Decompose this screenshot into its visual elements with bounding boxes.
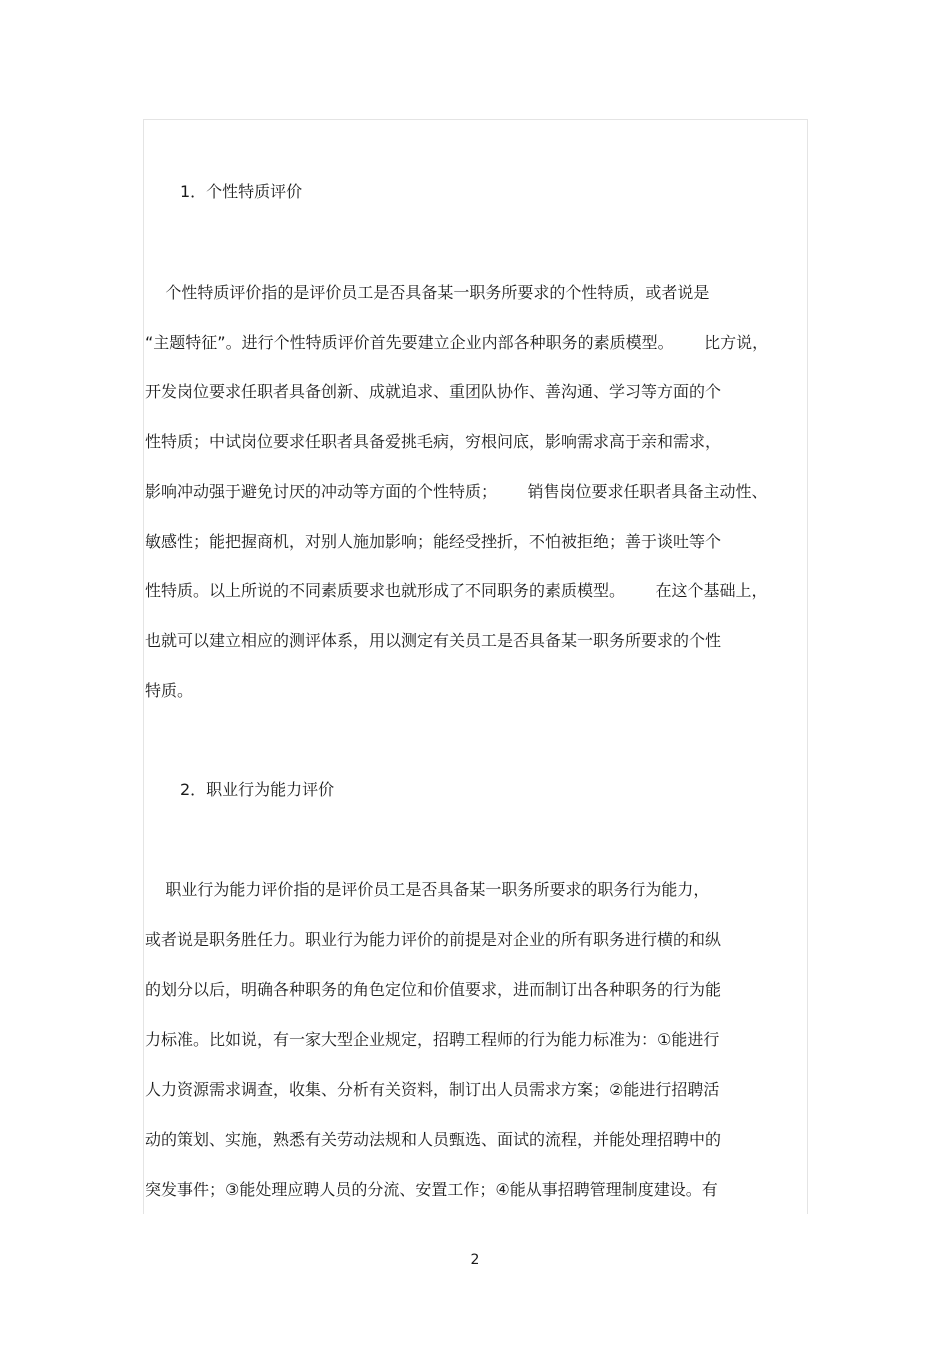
body-line: 性特质；中试岗位要求任职者具备爱挑毛病，穷根问底，影响需求高于亲和需求， [145,432,722,451]
body-line: “主题特征”。进行个性特质评价首先要建立企业内部各种职务的素质模型。 比方说， [145,333,769,352]
page-frame-right [807,119,808,1214]
body-line: 突发事件；③能处理应聘人员的分流、安置工作；④能从事招聘管理制度建设。有 [145,1180,718,1199]
section-1-heading: 1．个性特质评价 [180,182,303,201]
body-line: 个性特质评价指的是评价员工是否具备某一职务所要求的个性特质，或者说是 [145,283,710,302]
body-line: 特质。 [145,681,194,700]
body-line: 动的策划、实施，熟悉有关劳动法规和人员甄选、面试的流程，并能处理招聘中的 [145,1130,722,1149]
body-line: 影响冲动强于避免讨厌的冲动等方面的个性特质； 销售岗位要求任职者具备主动性、 [145,482,768,501]
body-line: 的划分以后，明确各种职务的角色定位和价值要求，进而制订出各种职务的行为能 [145,980,722,999]
body-line: 性特质。以上所说的不同素质要求也就形成了不同职务的素质模型。 在这个基础上， [145,581,768,600]
body-line: 开发岗位要求任职者具备创新、成就追求、重团队协作、善沟通、学习等方面的个 [145,382,722,401]
body-line: 敏感性；能把握商机，对别人施加影响；能经受挫折，不怕被拒绝；善于谈吐等个 [145,532,722,551]
body-line: 职业行为能力评价指的是评价员工是否具备某一职务所要求的职务行为能力， [145,880,710,899]
page-number: 2 [470,1252,480,1268]
page-frame-top [143,119,808,120]
page-frame-left [143,119,144,1214]
body-line: 人力资源需求调查，收集、分析有关资料，制订出人员需求方案；②能进行招聘活 [145,1080,720,1099]
section-2-heading: 2．职业行为能力评价 [180,780,335,799]
body-line: 也就可以建立相应的测评体系，用以测定有关员工是否具备某一职务所要求的个性 [145,631,722,650]
body-line: 或者说是职务胜任力。职业行为能力评价的前提是对企业的所有职务进行横的和纵 [145,930,722,949]
body-line: 力标准。比如说，有一家大型企业规定，招聘工程师的行为能力标准为：①能进行 [145,1030,720,1049]
